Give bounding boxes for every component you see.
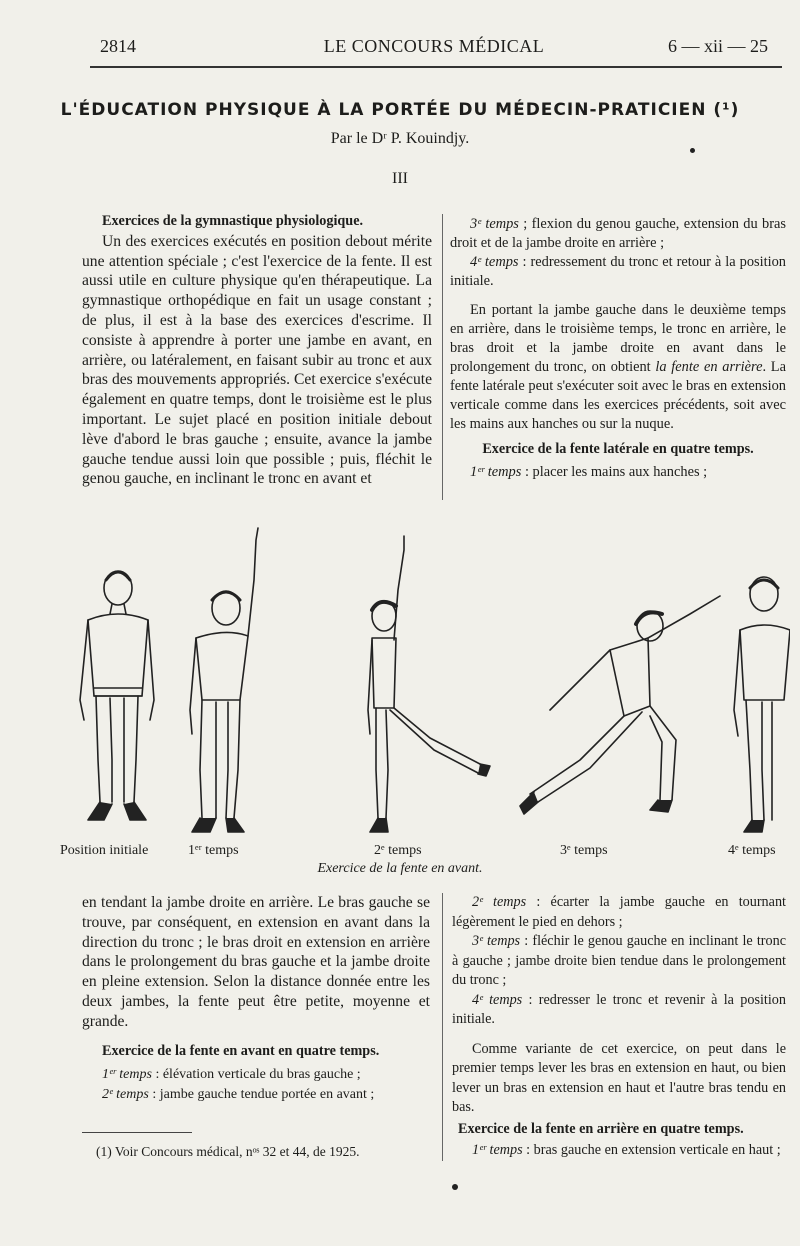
- figure-1er-temps: [190, 528, 258, 832]
- step-item: [452, 932, 786, 991]
- body-text: . La fente latérale peut s'exécuter soit avec le bras en extension verticale comme dans les exercices précédents, soit avec les mains aux hanches ou sur la nuque.: [450, 359, 786, 432]
- step-label: 3ᵉ temps: [472, 933, 521, 949]
- step-item: [82, 1085, 430, 1105]
- left-column-top: [82, 212, 432, 489]
- body-paragraph: Comme variante de cet exercice, on peut dans le premier temps lever les bras en extension en haut, ou bien lever un bras en extension en haut et l'autre bras tendu en bas.: [452, 1040, 786, 1115]
- body-paragraph: Un des exercices exécutés en position debout mérite une attention spéciale ; c'est l'exercice de la fente. Il est aussi utile en culture physique qu'en thérapeutique. La gymnastique orthopédique en fait un usage constant ; de plus, il est à la base des exercices d'escrime. Il consiste à apprendre à porter une jambe en avant, en arrière, ou latéralement, en faisant subir au tronc et aux bras des mouvements appropriés. Cet exercice s'exécute également en quatre temps, dont le troisième est le plus important. Le sujet placé en position initiale debout lève d'abord le bras gauche ; ensuite, avance la jambe gauche tendue aussi loin que possible ; puis, fléchit le genou gauche, en inclinant le tronc en avant et: [82, 232, 432, 488]
- step-label: 1ᵉʳ temps: [470, 464, 522, 480]
- step-item: [450, 253, 786, 291]
- step-label: 4ᵉ temps: [472, 991, 523, 1008]
- step-label: 2ᵉ temps: [102, 1087, 149, 1103]
- step-label: 4ᵉ temps: [470, 254, 519, 270]
- footnote: (1) Voir Concours médical, nᵒˢ 32 et 44, de 1925.: [96, 1144, 360, 1159]
- section-heading: Exercice de la fente en avant en quatre temps.: [102, 1042, 380, 1059]
- step-label: 1ᵉʳ temps: [472, 1142, 523, 1158]
- section-number: III: [392, 170, 408, 187]
- column-divider: [442, 893, 443, 1161]
- step-label: 3ᵉ temps: [470, 216, 519, 232]
- exercise-illustration: [50, 520, 790, 880]
- running-head: [100, 34, 768, 60]
- step-text: : redresser le tronc et revenir à la position initiale.: [452, 991, 786, 1027]
- article-title: L'ÉDUCATION PHYSIQUE À LA PORTÉE DU MÉDECIN-PRATICIEN (¹): [60, 100, 740, 120]
- column-divider: [442, 214, 443, 500]
- step-text: : redressement du tronc et retour à la position initiale.: [450, 254, 786, 289]
- issue-date: 6 — xii — 25: [667, 36, 768, 56]
- header-rule: [90, 66, 782, 68]
- section-heading: Exercices de la gymnastique physiologique.: [102, 213, 364, 229]
- figure-labels: [0, 843, 800, 863]
- figure-4e-temps: [734, 577, 790, 832]
- right-column-top: [450, 215, 786, 482]
- step-item: [450, 215, 786, 253]
- ornament-dot: [690, 148, 695, 153]
- step-text: : bras gauche en extension verticale en haut ;: [522, 1142, 781, 1158]
- journal-name: LE CONCOURS MÉDICAL: [323, 36, 545, 56]
- body-paragraph: [450, 301, 786, 434]
- body-text: En portant la jambe gauche dans le deuxième temps en arrière, dans le troisième temps, le tronc en arrière, le bras droit et la jambe droite en avant dans le prolongement du tronc, on obtient: [450, 302, 786, 375]
- right-column-bottom: [452, 893, 786, 1161]
- step-text: : fléchir le genou gauche en inclinant le tronc à gauche ; jambe droite bien tendue dans le prolongement du tronc ;: [452, 933, 786, 988]
- section-heading: Exercice de la fente en arrière en quatre temps.: [458, 1120, 744, 1137]
- step-text: : élévation verticale du bras gauche ;: [151, 1067, 361, 1083]
- step-label: 1ᵉʳ temps: [102, 1067, 152, 1083]
- figure-2e-temps: [368, 536, 490, 832]
- figure-label: 2ᵉ temps: [374, 843, 422, 858]
- article-byline: Par le Dʳ P. Kouindjy.: [330, 130, 470, 147]
- step-item: [450, 463, 786, 482]
- ornament-dot: [452, 1184, 458, 1190]
- figure-label: 4ᵉ temps: [728, 843, 776, 858]
- body-paragraph: en tendant la jambe droite en arrière. Le bras gauche se trouve, par conséquent, en extension en avant dans la direction du tronc ; le bras droit en extension en arrière dans le prolongement du bras gauche et la jambe droite en pleine extension. Selon la distance donnée entre les deux jambes, la fente peut être petite, moyenne et grande.: [82, 894, 430, 1030]
- italic-term: la fente en arrière: [655, 359, 763, 375]
- step-item: [452, 991, 786, 1030]
- step-item: [452, 1141, 786, 1161]
- left-column-bottom: [82, 893, 430, 1105]
- page-number: 2814: [100, 36, 136, 56]
- step-text: : placer les mains aux hanches ;: [521, 464, 708, 480]
- figure-label: 3ᵉ temps: [560, 843, 608, 858]
- figure-caption: Exercice de la fente en avant.: [317, 861, 483, 876]
- step-text: : écarter la jambe gauche en tournant légèrement le pied en dehors ;: [452, 894, 786, 930]
- footnote-rule: [82, 1132, 192, 1133]
- step-label: 2ᵉ temps: [472, 894, 527, 910]
- figure-3e-temps: [520, 596, 720, 814]
- step-text: : jambe gauche tendue portée en avant ;: [148, 1087, 375, 1103]
- step-item: [452, 893, 786, 932]
- step-text: ; flexion du genou gauche, extension du bras droit et de la jambe droite en arrière ;: [450, 216, 786, 251]
- figure-position-initiale: [80, 571, 154, 820]
- figure-label: Position initiale: [60, 843, 149, 858]
- figure-label: 1ᵉʳ temps: [188, 843, 239, 858]
- section-heading: Exercice de la fente latérale en quatre temps.: [482, 441, 754, 457]
- step-item: [82, 1065, 430, 1085]
